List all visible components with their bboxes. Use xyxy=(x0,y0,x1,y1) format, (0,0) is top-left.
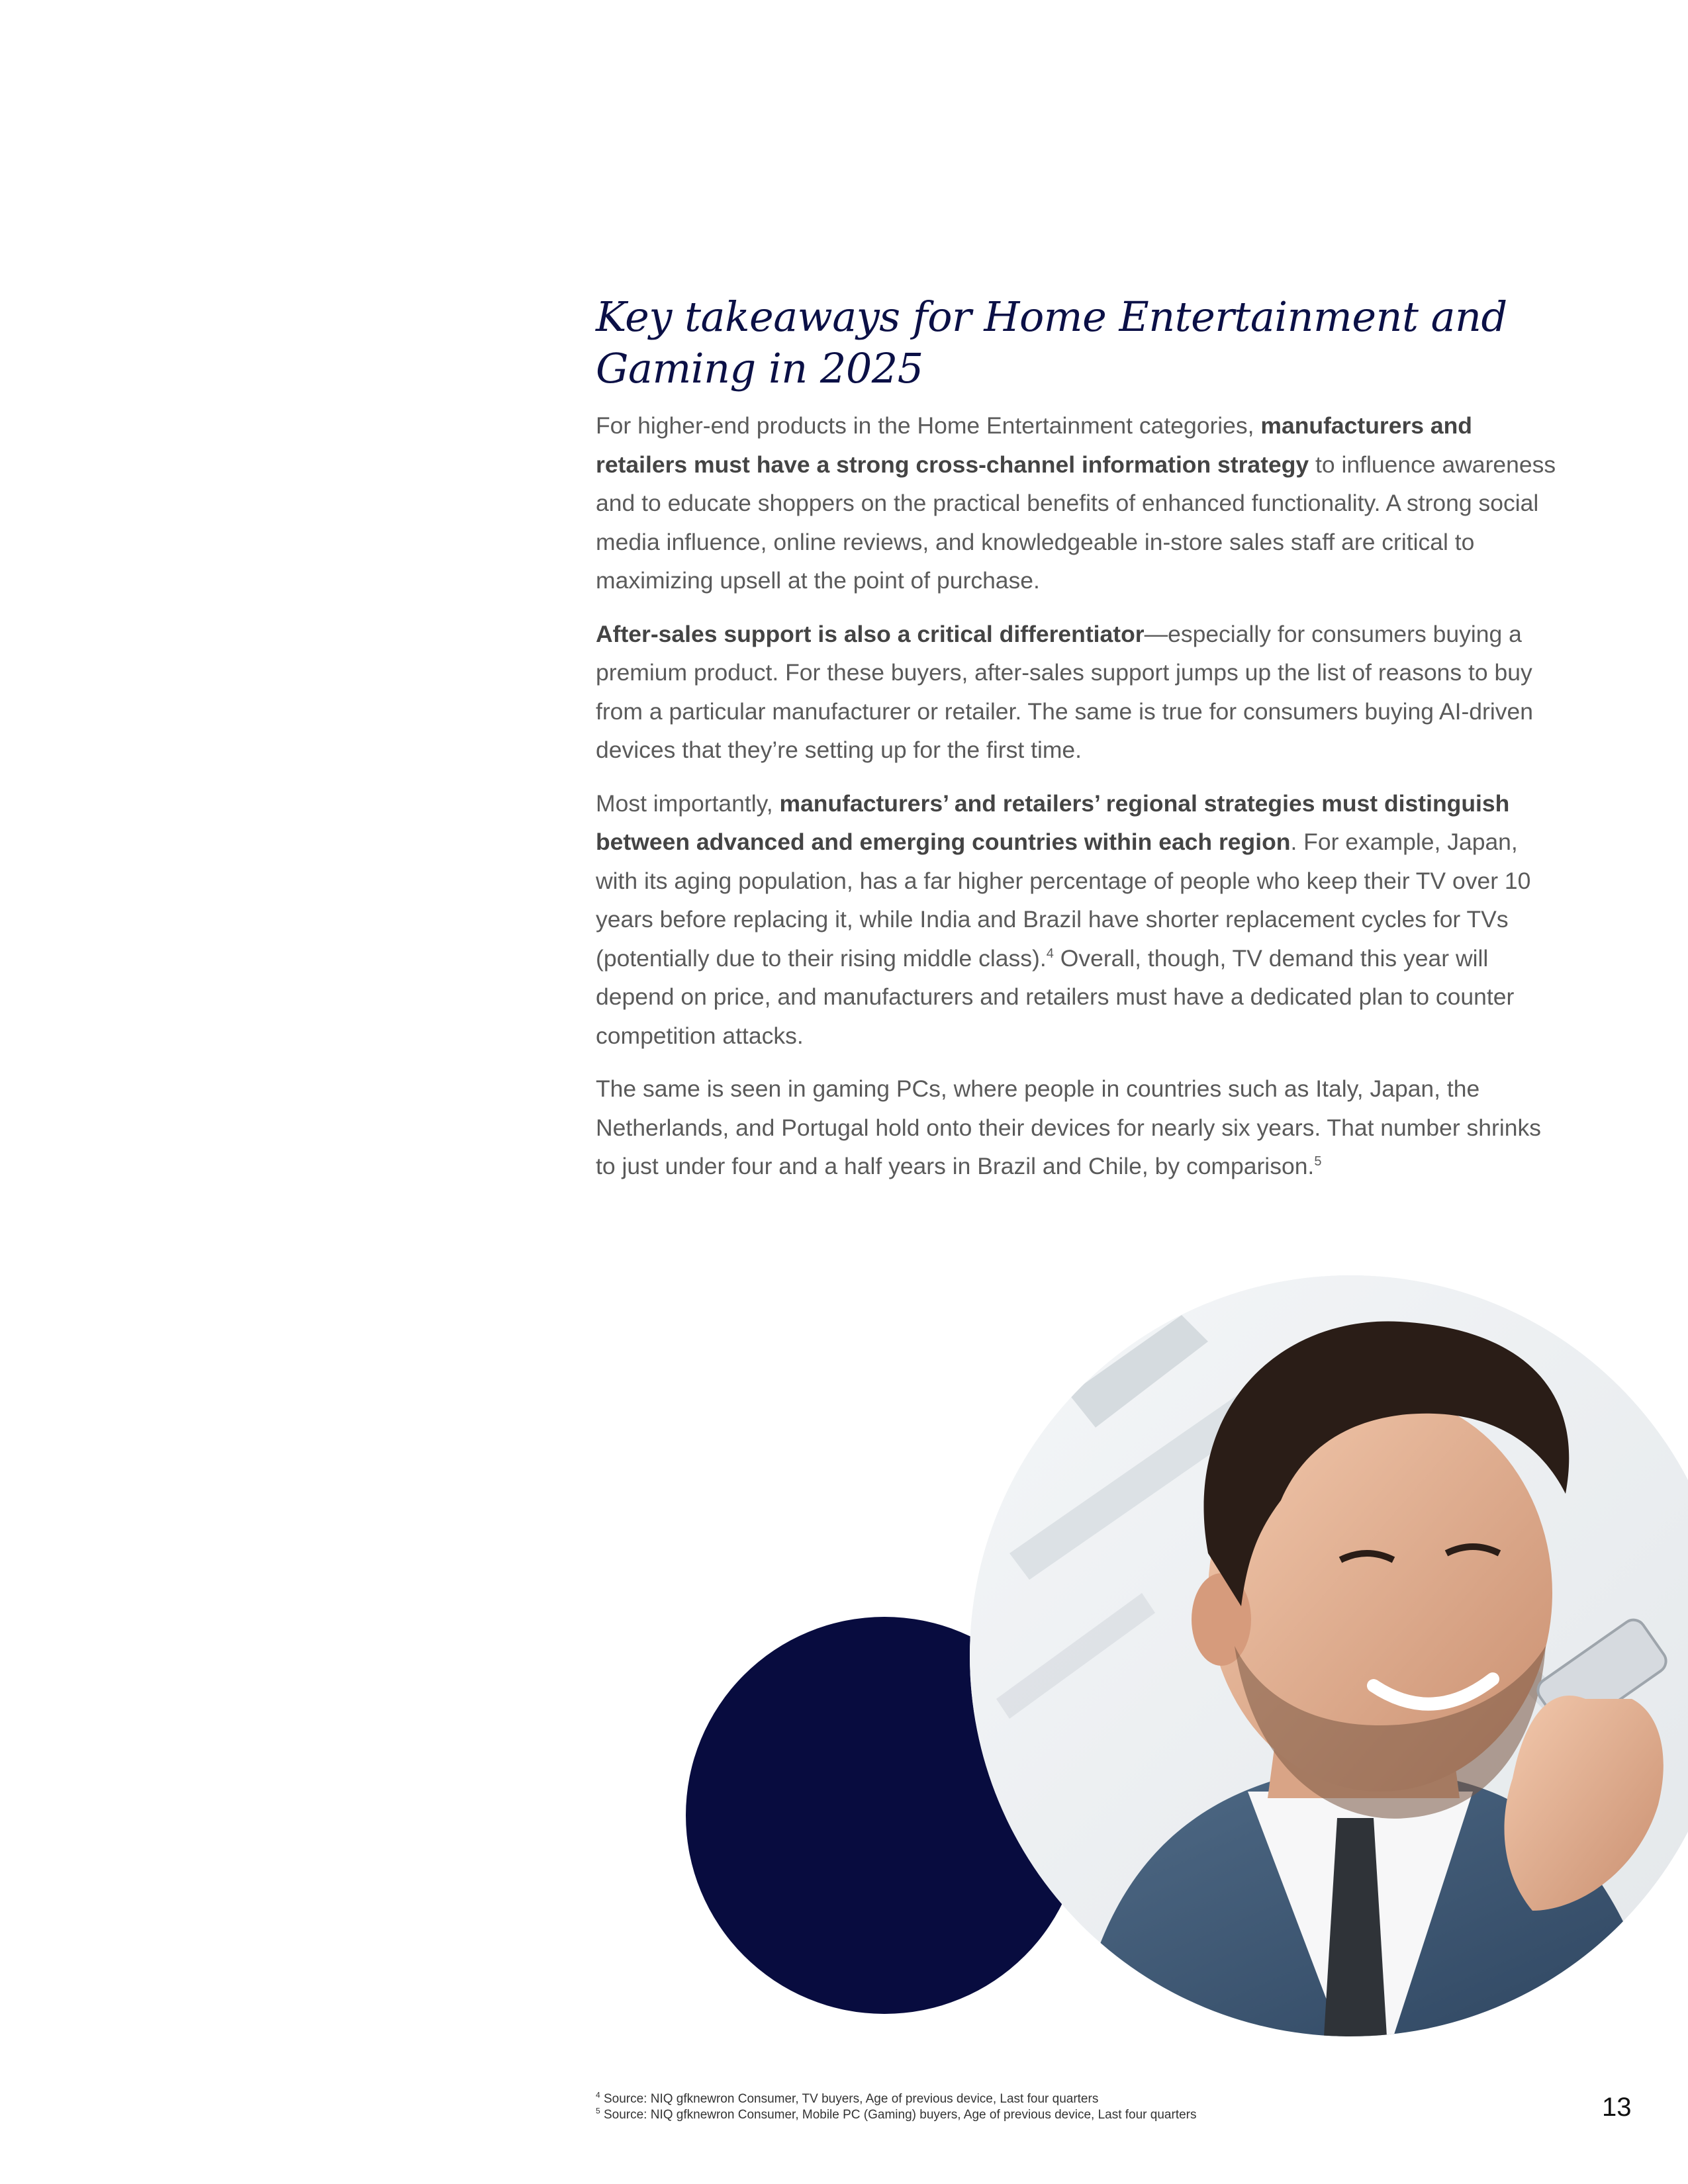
paragraph-2-text: —especially for consumers buying a premium product. For these buyers, after-sales support jumps up the list of reasons to buy from a particular manufacturer or retailer. The same is true for consumers buying AI-driven devices that they’re setting up for the first time. xyxy=(596,620,1533,763)
footnote-4-number: 4 xyxy=(596,2090,600,2100)
footnote-5 xyxy=(596,2107,1456,2123)
page-number: 13 xyxy=(1602,2093,1632,2122)
footnote-5-number: 5 xyxy=(596,2106,600,2116)
footnote-ref-5: 5 xyxy=(1314,1154,1322,1169)
paragraph-1-emphasis: manufacturers and retailers must have a strong cross-channel information strategy xyxy=(596,412,1472,478)
footnote-ref-4: 4 xyxy=(1046,946,1054,961)
portrait-photo xyxy=(970,1275,1688,2036)
paragraph-3-text-c: Overall, though, TV demand this year will depend on price, and manufacturers and retailers must have a dedicated plan to counter competition attacks. xyxy=(596,944,1515,1049)
main-content xyxy=(596,291,1562,1201)
paragraph-4 xyxy=(596,1069,1562,1186)
paragraph-3-text-b: . For example, Japan, with its aging population, has a far higher percentage of people who keep their TV over 10 years before replacing it, while India and Brazil have shorter replacement cycles for TVs (potentially due to their rising middle class). xyxy=(596,829,1531,972)
paragraph-3-emphasis: manufacturers’ and retailers’ regional strategies must distinguish between advanced and emerging countries within each region xyxy=(596,790,1510,855)
paragraph-2-emphasis: After-sales support is also a critical differentiator xyxy=(596,620,1145,647)
portrait-illustration xyxy=(970,1275,1688,2036)
paragraph-2 xyxy=(596,615,1562,770)
footnotes xyxy=(596,2091,1456,2123)
paragraph-4-text: The same is seen in gaming PCs, where people in countries such as Italy, Japan, the Netherlands, and Portugal hold onto their devices for nearly six years. That number shrinks to just under four and a half years in Brazil and Chile, by comparison. xyxy=(596,1075,1541,1179)
page-title-line-2: Gaming in 2025 xyxy=(596,344,923,392)
footnote-4-text: Source: NIQ gfknewron Consumer, TV buyers, Age of previous device, Last four quarters xyxy=(600,2092,1099,2106)
page-title xyxy=(596,291,1562,394)
paragraph-1-text-b: to influence awareness and to educate shoppers on the practical benefits of enhanced functionality. A strong social media influence, online reviews, and knowledgeable in-store sales staff are critical to maximizing upsell at the point of purchase. xyxy=(596,451,1556,594)
paragraph-3 xyxy=(596,784,1562,1056)
page-title-line-1: Key takeaways for Home Entertainment and xyxy=(596,293,1507,341)
paragraph-1 xyxy=(596,406,1562,600)
paragraph-1-text-a: For higher-end products in the Home Entertainment categories, xyxy=(596,412,1261,439)
paragraph-3-text-a: Most importantly, xyxy=(596,790,780,817)
footnote-5-text: Source: NIQ gfknewron Consumer, Mobile PC (Gaming) buyers, Age of previous device, Last four quarters xyxy=(600,2108,1197,2122)
footnote-4 xyxy=(596,2091,1456,2107)
